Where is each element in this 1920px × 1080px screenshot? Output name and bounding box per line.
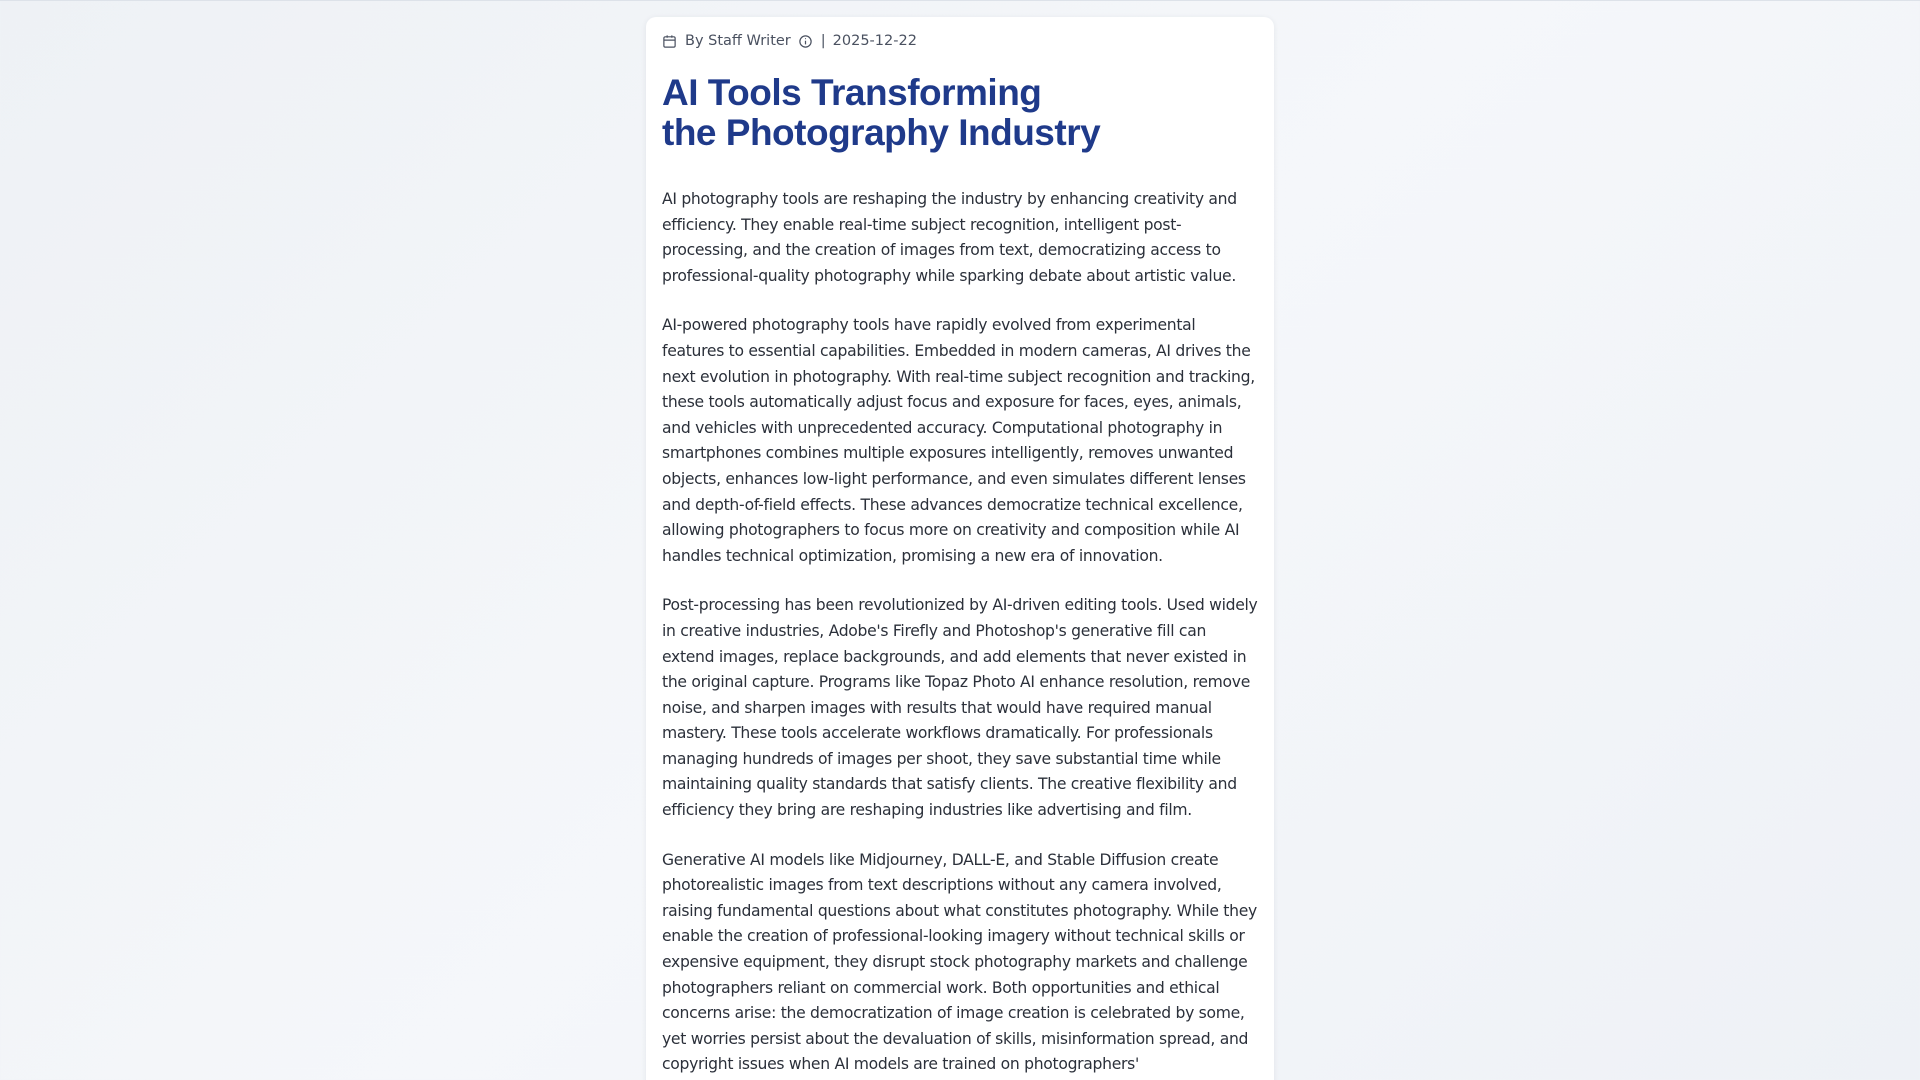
top-divider xyxy=(0,0,1920,1)
article-card xyxy=(646,17,1274,1080)
article-paragraph-summary: AI photography tools are reshaping the industry by enhancing creativity and efficiency. They enable real-time subject recognition, intelligent post-processing, and the creation of images from text, democratizing access to professional-quality photography while sparking debate about artistic value. xyxy=(662,190,1237,285)
article-body xyxy=(662,187,1258,1078)
info-icon[interactable] xyxy=(798,34,813,49)
article-paragraph: Post-processing has been revolutionized by AI-driven editing tools. Used widely in creative industries, Adobe's Firefly and Photoshop's generative fill can extend images, replace backgrounds, and add elements that never existed in the original capture. Programs like Topaz Photo AI enhance resolution, remove noise, and sharpen images with results that would have required manual mastery. These tools accelerate workflows dramatically. For professionals managing hundreds of images per shoot, they save substantial time while maintaining quality standards that satisfy clients. The creative flexibility and efficiency they bring are reshaping industries like advertising and film. xyxy=(662,596,1258,820)
publish-date: 2025-12-22 xyxy=(832,33,917,49)
article-paragraph: AI-powered photography tools have rapidly evolved from experimental features to essential capabilities. Embedded in modern cameras, AI drives the next evolution in photography. With real-time subject recognition and tracking, these tools automatically adjust focus and exposure for faces, eyes, animals, and vehicles with unprecedented accuracy. Computational photography in smartphones combines multiple exposures intelligently, removes unwanted objects, enhances low-light performance, and even simulates different lenses and depth-of-field effects. These advances democratize technical excellence, allowing photographers to focus more on creativity and composition while AI handles technical optimization, promising a new era of innovation. xyxy=(662,316,1255,565)
calendar-icon xyxy=(662,34,677,49)
meta-separator: | xyxy=(820,33,826,49)
article-title: AI Tools Transforming the Photography Industry xyxy=(662,72,1101,153)
article-paragraph: Generative AI models like Midjourney, DALL-E, and Stable Diffusion create photorealistic images from text descriptions without any camera involved, raising fundamental questions about what constitutes photography. While they enable the creation of professional-looking imagery without technical skills or expensive equipment, they disrupt stock photography markets and challenge photographers reliant on commercial work. Both opportunities and ethical concerns arise: the democratization of image creation is celebrated by some, yet worries persist about the devaluation of skills, misinformation spread, and copyright issues when AI models are trained on photographers' xyxy=(662,850,1257,1074)
author-name: By Staff Writer xyxy=(685,33,791,49)
article-meta xyxy=(662,31,1258,51)
